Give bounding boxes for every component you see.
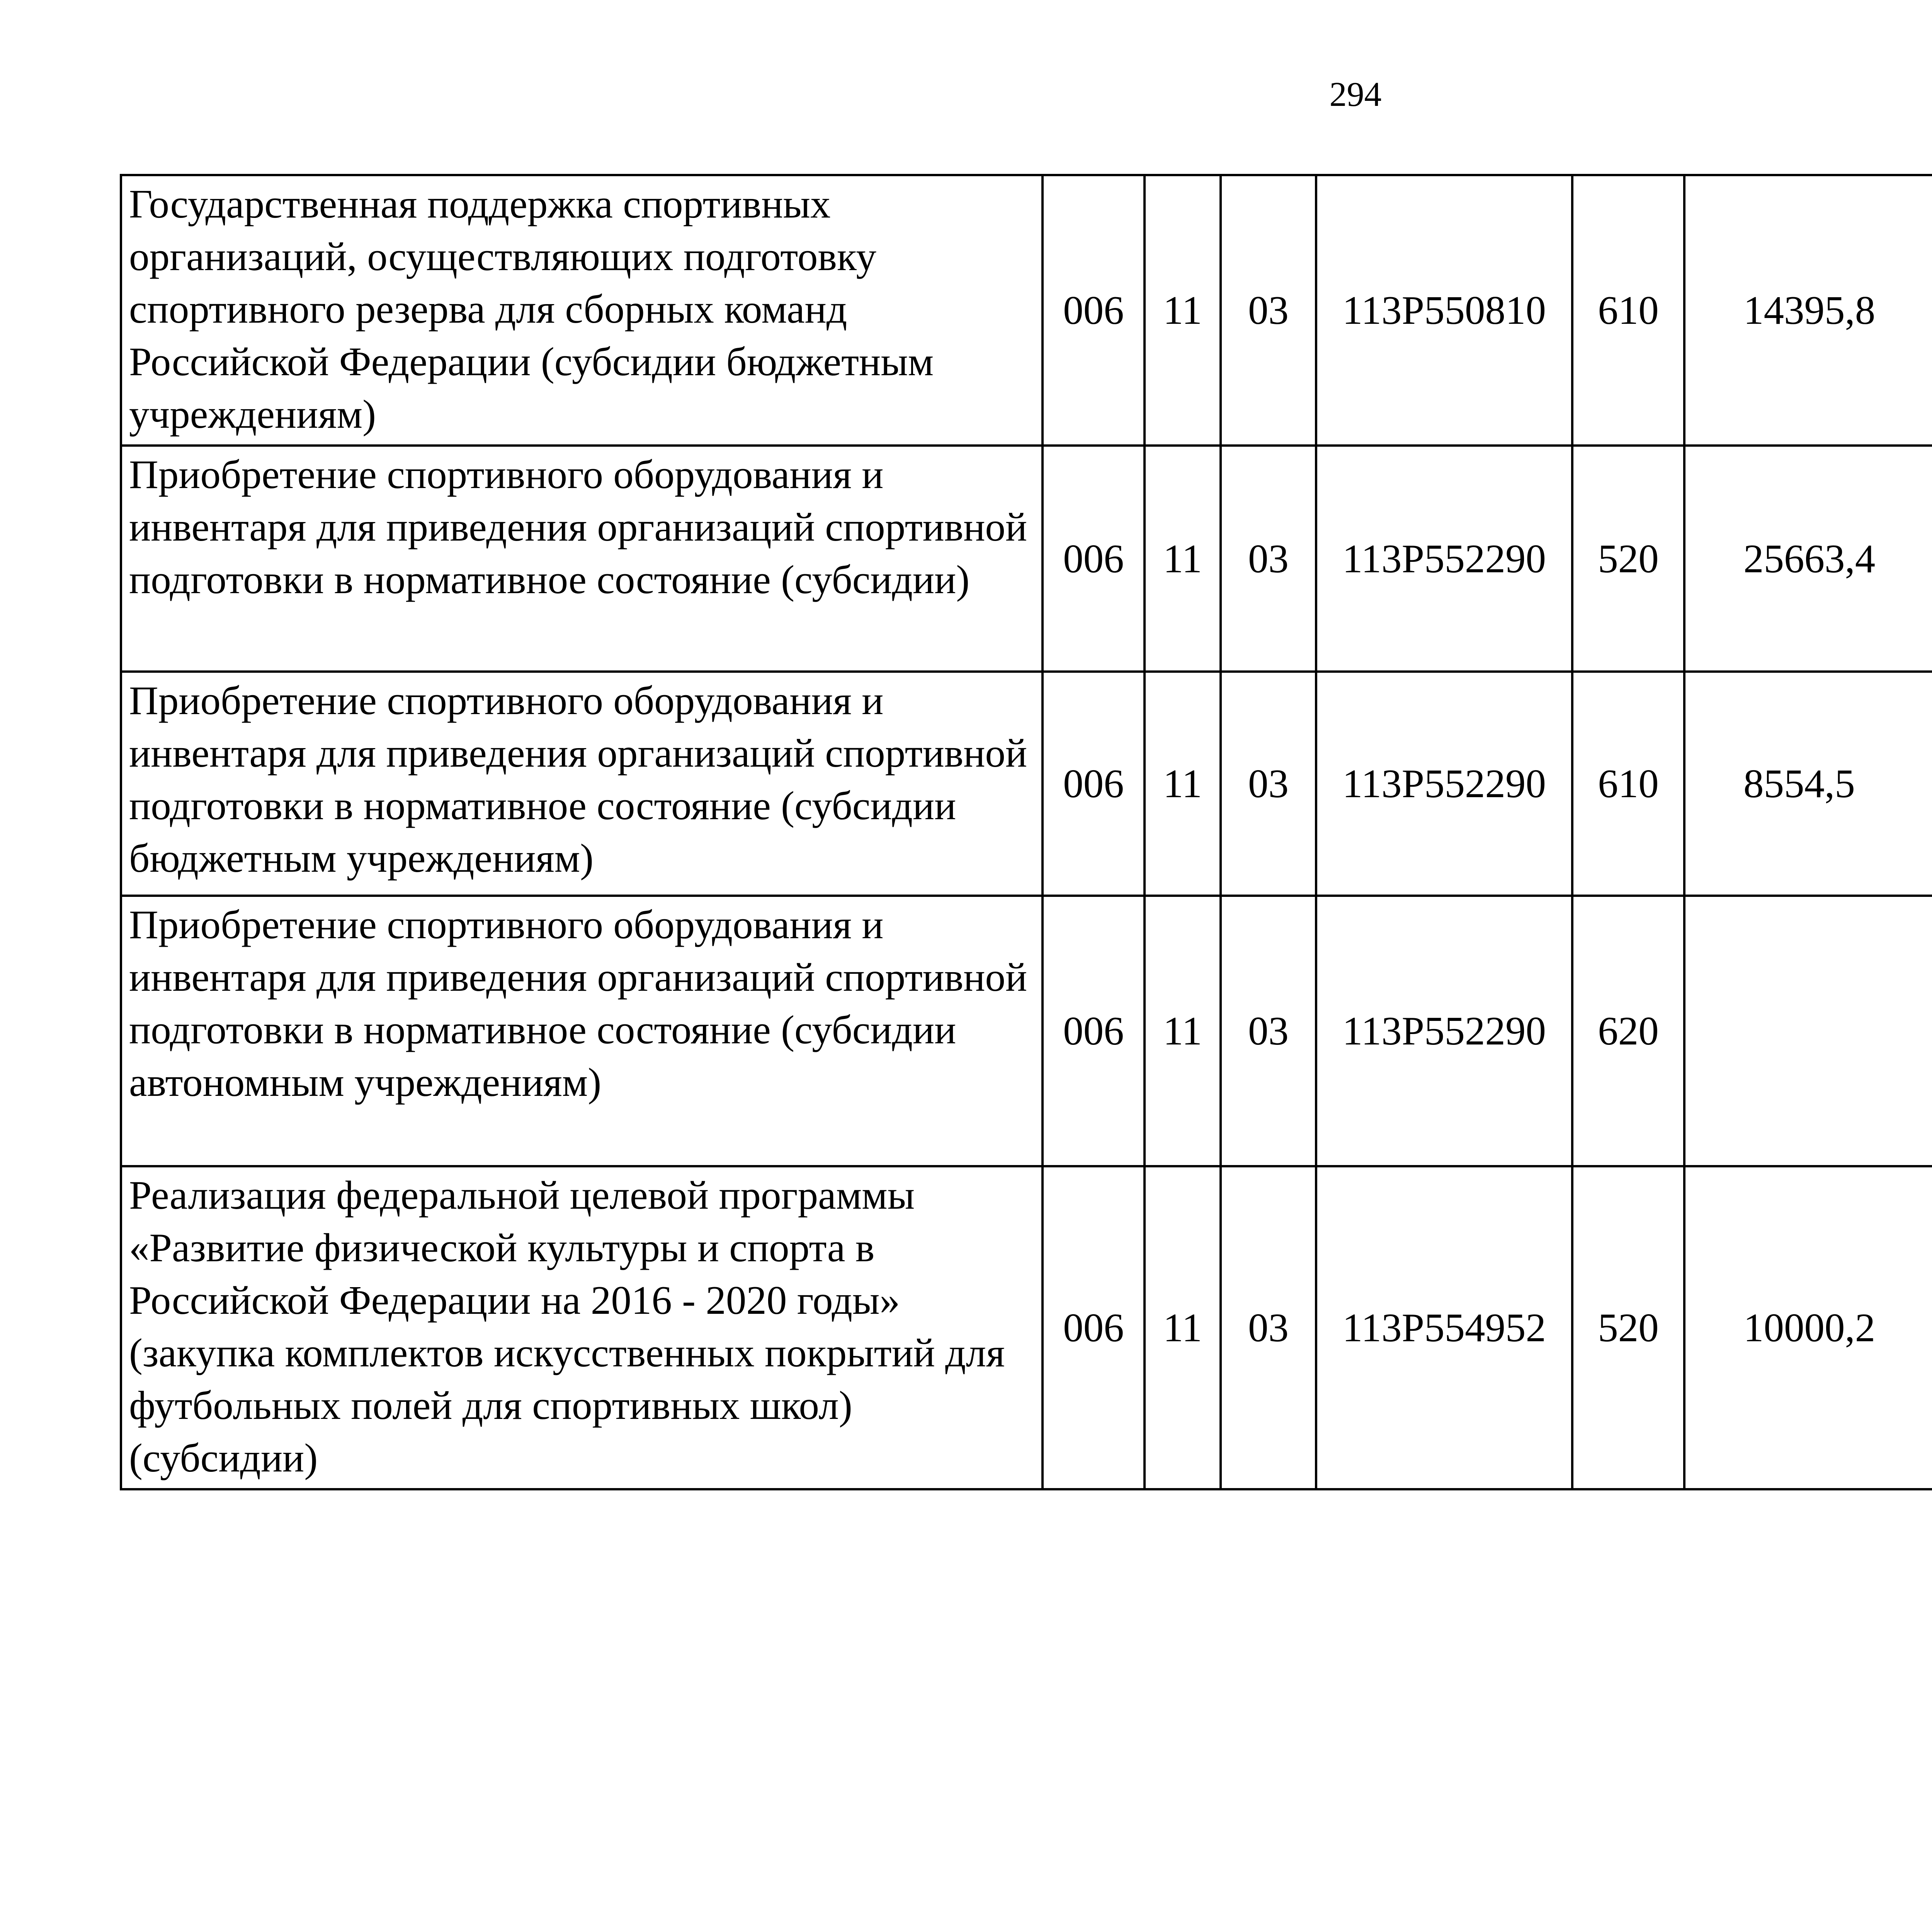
amount-first-year: 14395,8: [1684, 175, 1932, 446]
ministry-code: 006: [1043, 175, 1145, 446]
section-code: 11: [1145, 672, 1221, 896]
row-description: Приобретение спортивного оборудования и инвентаря для приведения организаций спортивной подготовки в нормативное состояние (субсидии): [121, 446, 1043, 672]
table-row: [121, 896, 1932, 1166]
subsection-code: 03: [1221, 1166, 1316, 1489]
row-description: Реализация федеральной целевой программы «Развитие физической культуры и спорта в Российской Федерации на 2016 - 2020 годы» (закупка комплектов искусственных покрытий для футбольных полей для спортивных школ) (субсидии): [121, 1166, 1043, 1489]
expense-type-code: 610: [1572, 672, 1684, 896]
table-row: [121, 1166, 1932, 1489]
target-article-code: 113Р552290: [1316, 672, 1572, 896]
row-description: Приобретение спортивного оборудования и инвентаря для приведения организаций спортивной подготовки в нормативное состояние (субсидии бюджетным учреждениям): [121, 672, 1043, 896]
ministry-code: 006: [1043, 672, 1145, 896]
subsection-code: 03: [1221, 896, 1316, 1166]
ministry-code: 006: [1043, 896, 1145, 1166]
expense-type-code: 520: [1572, 446, 1684, 672]
section-code: 11: [1145, 896, 1221, 1166]
section-code: 11: [1145, 446, 1221, 672]
target-article-code: 113Р552290: [1316, 896, 1572, 1166]
subsection-code: 03: [1221, 672, 1316, 896]
budget-table: [120, 174, 1932, 1490]
table-row: [121, 672, 1932, 896]
target-article-code: 113Р550810: [1316, 175, 1572, 446]
ministry-code: 006: [1043, 446, 1145, 672]
table-row: [121, 446, 1932, 672]
row-description: Государственная поддержка спортивных организаций, осуществляющих подготовку спортивного резерва для сборных команд Российской Федерации (субсидии бюджетным учреждениям): [121, 175, 1043, 446]
expense-type-code: 620: [1572, 896, 1684, 1166]
row-description: Приобретение спортивного оборудования и инвентаря для приведения организаций спортивной подготовки в нормативное состояние (субсидии автономным учреждениям): [121, 896, 1043, 1166]
amount-first-year: 25663,4: [1684, 446, 1932, 672]
section-code: 11: [1145, 175, 1221, 446]
expense-type-code: 520: [1572, 1166, 1684, 1489]
section-code: 11: [1145, 1166, 1221, 1489]
amount-first-year: 8554,5: [1684, 672, 1932, 896]
ministry-code: 006: [1043, 1166, 1145, 1489]
subsection-code: 03: [1221, 446, 1316, 672]
target-article-code: 113Р554952: [1316, 1166, 1572, 1489]
amount-first-year: 10000,2: [1684, 1166, 1932, 1489]
table-row: [121, 175, 1932, 446]
subsection-code: 03: [1221, 175, 1316, 446]
target-article-code: 113Р552290: [1316, 446, 1572, 672]
expense-type-code: 610: [1572, 175, 1684, 446]
page-number: 294: [1329, 75, 1382, 114]
amount-first-year: [1684, 896, 1932, 1166]
